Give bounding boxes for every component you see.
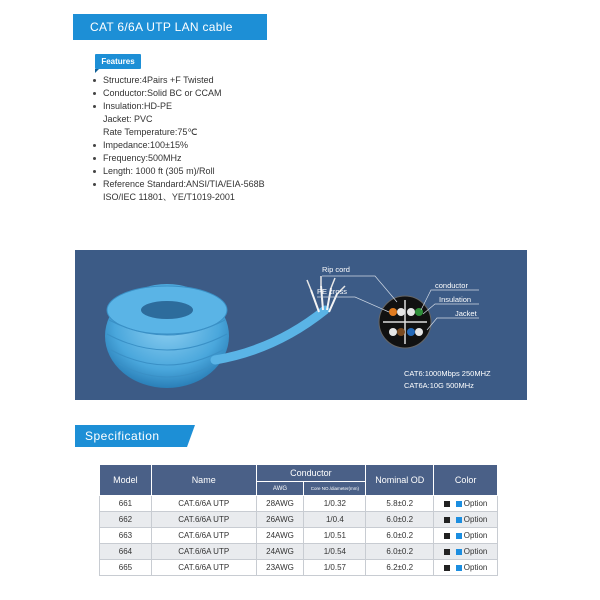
black-swatch-icon: [444, 565, 450, 571]
cell-core: 1/0.57: [304, 560, 366, 576]
bullet-icon: [93, 105, 96, 108]
cell-color: Option: [434, 528, 498, 544]
cell-color: Option: [434, 544, 498, 560]
feature-item: Structure:4Pairs +F Twisted: [93, 74, 265, 87]
cable-cross-section: [379, 296, 431, 348]
blue-swatch-icon: [456, 517, 462, 523]
cell-core: 1/0.51: [304, 528, 366, 544]
bullet-icon: [93, 170, 96, 173]
cell-od: 6.2±0.2: [366, 560, 434, 576]
cell-core: 1/0.54: [304, 544, 366, 560]
feature-item: ISO/IEC 11801、YE/T1019-2001: [103, 192, 235, 202]
cell-od: 5.8±0.2: [366, 496, 434, 512]
header-model: Model: [100, 465, 152, 496]
cell-name: CAT.6/6A UTP: [151, 496, 256, 512]
header-name: Name: [151, 465, 256, 496]
jacket-label: Jacket: [455, 309, 477, 318]
bullet-icon: [93, 92, 96, 95]
cell-model: 665: [100, 560, 152, 576]
cell-awg: 24AWG: [256, 544, 304, 560]
header-color: Color: [434, 465, 498, 496]
cell-color: Option: [434, 560, 498, 576]
feature-item: Insulation:HD-PE: [93, 100, 265, 113]
cable-diagram-panel: [75, 250, 527, 400]
black-swatch-icon: [444, 533, 450, 539]
cell-name: CAT.6/6A UTP: [151, 544, 256, 560]
feature-list: [93, 74, 265, 204]
specification-banner: [75, 425, 187, 447]
header-core: Core NO./diameter(mm): [304, 482, 366, 496]
feature-item: Rate Temperature:75℃: [103, 127, 198, 137]
table-row: [100, 528, 498, 544]
table-row: [100, 544, 498, 560]
black-swatch-icon: [444, 501, 450, 507]
table-row: [100, 496, 498, 512]
cell-core: 1/0.32: [304, 496, 366, 512]
cell-name: CAT.6/6A UTP: [151, 528, 256, 544]
cat6-speed-text: CAT6:1000Mbps 250MHZ: [404, 369, 491, 378]
feature-item: Impedance:100±15%: [93, 139, 265, 152]
cell-name: CAT.6/6A UTP: [151, 560, 256, 576]
bullet-icon: [93, 144, 96, 147]
conductor-label: conductor: [435, 281, 468, 290]
table-row: [100, 560, 498, 576]
header-awg: AWG: [256, 482, 304, 496]
insulation-label: Insulation: [439, 295, 472, 304]
blue-swatch-icon: [456, 565, 462, 571]
blue-swatch-icon: [456, 549, 462, 555]
cell-awg: 28AWG: [256, 496, 304, 512]
cell-core: 1/0.4: [304, 512, 366, 528]
feature-item: Conductor:Solid BC or CCAM: [93, 87, 265, 100]
product-title-banner: [73, 14, 267, 40]
cell-awg: 24AWG: [256, 528, 304, 544]
bullet-icon: [93, 79, 96, 82]
cell-od: 6.0±0.2: [366, 528, 434, 544]
bullet-icon: [93, 183, 96, 186]
black-swatch-icon: [444, 517, 450, 523]
rip-cord-label: Rip cord: [322, 265, 350, 274]
cell-model: 664: [100, 544, 152, 560]
bullet-icon: [93, 157, 96, 160]
cell-od: 6.0±0.2: [366, 544, 434, 560]
cell-awg: 26AWG: [256, 512, 304, 528]
features-tag: Features: [95, 54, 141, 69]
feature-item: Jacket: PVC: [103, 114, 153, 124]
cable-coil-image: [105, 276, 348, 388]
cell-color: Option: [434, 512, 498, 528]
header-conductor: Conductor: [256, 465, 366, 482]
cell-model: 661: [100, 496, 152, 512]
black-swatch-icon: [444, 549, 450, 555]
pe-cross-label: PE cross: [317, 287, 348, 296]
cell-model: 663: [100, 528, 152, 544]
cell-awg: 23AWG: [256, 560, 304, 576]
product-title: CAT 6/6A UTP LAN cable: [90, 20, 233, 34]
cat6a-speed-text: CAT6A:10G 500MHz: [404, 381, 474, 390]
feature-item: Reference Standard:ANSI/TIA/EIA-568B: [93, 178, 265, 191]
cell-name: CAT.6/6A UTP: [151, 512, 256, 528]
blue-swatch-icon: [456, 501, 462, 507]
feature-item: Frequency:500MHz: [93, 152, 265, 165]
specification-table: [99, 464, 498, 576]
cell-color: Option: [434, 496, 498, 512]
cell-model: 662: [100, 512, 152, 528]
blue-swatch-icon: [456, 533, 462, 539]
cell-od: 6.0±0.2: [366, 512, 434, 528]
specification-title: Specification: [85, 429, 160, 443]
header-nominal-od: Nominal OD: [366, 465, 434, 496]
table-row: [100, 512, 498, 528]
feature-item: Length: 1000 ft (305 m)/Roll: [93, 165, 265, 178]
